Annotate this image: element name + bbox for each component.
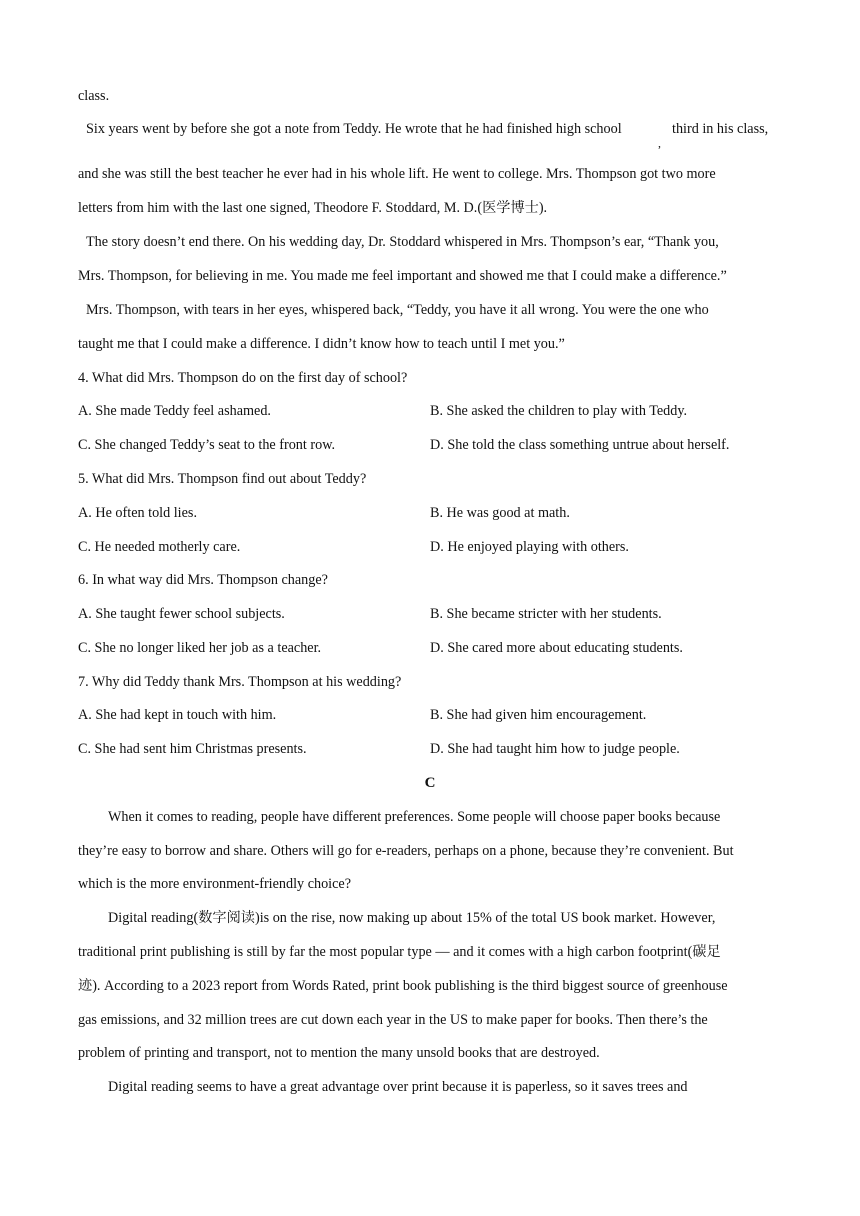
passage-line: Digital reading(数字阅读)is on the rise, now making up about 15% of the total US book market. However, [108, 910, 716, 926]
passage-line: Mrs. Thompson, with tears in her eyes, whispered back, “Teddy, you have it all wrong. You were the one who [86, 302, 709, 318]
question-stem: 4. What did Mrs. Thompson do on the first day of school? [78, 370, 408, 386]
option-d[interactable]: D. He enjoyed playing with others. [430, 539, 629, 555]
passage-line: problem of printing and transport, not to mention the many unsold books that are destroyed. [78, 1045, 600, 1061]
passage-line: they’re easy to borrow and share. Others will go for e-readers, perhaps on a phone, because they’re convenient. But [78, 843, 734, 859]
passage-line: and she was still the best teacher he ever had in his whole lift. He went to college. Mrs. Thompson got two more [78, 166, 716, 182]
option-d[interactable]: D. She told the class something untrue about herself. [430, 437, 730, 453]
passage-line: traditional print publishing is still by far the most popular type — and it comes with a high carbon footprint(碳足 [78, 944, 721, 960]
passage-line: Digital reading seems to have a great advantage over print because it is paperless, so it saves trees and [108, 1079, 688, 1095]
passage-line: which is the more environment-friendly choice? [78, 876, 352, 892]
passage-line: 迹). According to a 2023 report from Words Rated, print book publishing is the third biggest source of greenhouse [78, 978, 728, 994]
passage-line: third in his class, [672, 121, 769, 137]
passage-line: Mrs. Thompson, for believing in me. You made me feel important and showed me that I could make a difference.” [78, 268, 727, 284]
passage-line: gas emissions, and 32 million trees are cut down each year in the US to make paper for books. Then there’s the [78, 1012, 708, 1028]
option-a[interactable]: A. She made Teddy feel ashamed. [78, 403, 271, 419]
passage-line: taught me that I could make a difference. I didn’t know how to teach until I met you.” [78, 336, 565, 352]
option-b[interactable]: B. She asked the children to play with Teddy. [430, 403, 688, 419]
option-c[interactable]: C. She had sent him Christmas presents. [78, 741, 307, 757]
option-a[interactable]: A. She had kept in touch with him. [78, 707, 277, 723]
question-stem: 5. What did Mrs. Thompson find out about Teddy? [78, 471, 367, 487]
question-stem: 7. Why did Teddy thank Mrs. Thompson at his wedding? [78, 674, 402, 690]
section-heading: C [424, 775, 436, 791]
option-b[interactable]: B. He was good at math. [430, 505, 570, 521]
passage-line: Six years went by before she got a note from Teddy. He wrote that he had finished high school [86, 121, 622, 137]
punctuation-mark: , [658, 136, 661, 150]
option-d[interactable]: D. She had taught him how to judge people. [430, 741, 680, 757]
option-b[interactable]: B. She had given him encouragement. [430, 707, 647, 723]
option-c[interactable]: C. She no longer liked her job as a teacher. [78, 640, 322, 656]
passage-line: class. [78, 88, 110, 104]
passage-line: The story doesn’t end there. On his wedding day, Dr. Stoddard whispered in Mrs. Thompson’s ear, “Thank you, [86, 234, 719, 250]
option-c[interactable]: C. She changed Teddy’s seat to the front row. [78, 437, 336, 453]
passage-line: letters from him with the last one signed, Theodore F. Stoddard, M. D.(医学博士). [78, 200, 548, 216]
option-c[interactable]: C. He needed motherly care. [78, 539, 241, 555]
question-stem: 6. In what way did Mrs. Thompson change? [78, 572, 328, 588]
option-a[interactable]: A. He often told lies. [78, 505, 197, 521]
option-a[interactable]: A. She taught fewer school subjects. [78, 606, 285, 622]
passage-line: When it comes to reading, people have different preferences. Some people will choose paper books because [108, 809, 721, 825]
option-b[interactable]: B. She became stricter with her students. [430, 606, 662, 622]
option-d[interactable]: D. She cared more about educating students. [430, 640, 683, 656]
